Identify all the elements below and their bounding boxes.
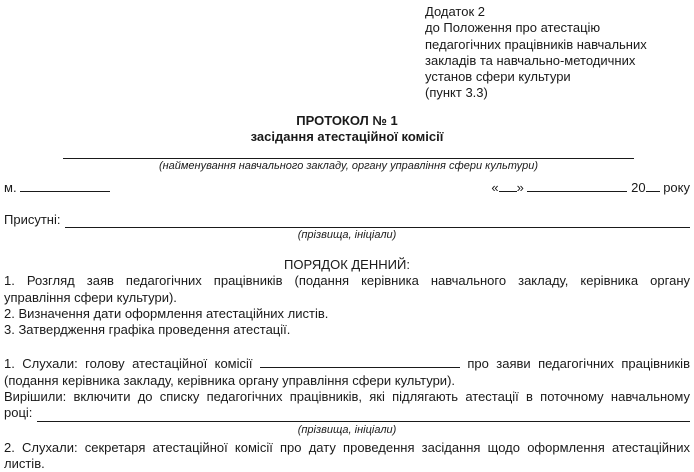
year-blank: [646, 179, 660, 192]
appendix-reference-block: [425, 4, 690, 102]
agenda-heading: ПОРЯДОК ДЕННИЙ:: [284, 256, 410, 272]
section-1-decided-line-2: [4, 405, 690, 421]
present-row: [4, 212, 690, 228]
agenda-list: [4, 273, 690, 338]
section-1-decided-line-1: Вирішили: включити до списку педагогічних працівників, які підлягають атестації в поточному навчальному: [4, 389, 690, 405]
present-caption: (прізвища, ініціали): [297, 228, 397, 241]
title-line-2: засідання атестаційної комісії: [250, 129, 444, 145]
section-2-line-1: 2. Слухали: секретаря атестаційної комісії про дату проведення засідання щодо оформлення атестаційних: [4, 439, 690, 455]
decided-label: році:: [4, 405, 33, 421]
month-blank: [527, 179, 627, 192]
section-1-heard-line: [4, 355, 690, 372]
city-blank: [20, 179, 110, 192]
section-2-line-2: листів.: [4, 455, 45, 471]
present-label: Присутні:: [4, 211, 61, 227]
decided-names-blank: [37, 409, 690, 422]
section-1-caption: (прізвища, ініціали): [297, 423, 397, 436]
appendix-line: педагогічних працівників навчальних: [425, 36, 647, 52]
agenda-item-3: 3. Затвердження графіка проведення атестації.: [4, 322, 291, 338]
section-2: [4, 440, 690, 472]
quote-open: «: [491, 180, 499, 196]
city-date-row: [4, 179, 690, 196]
title-line-1: ПРОТОКОЛ № 1: [296, 112, 398, 128]
agenda-item-1-line-1: 1. Розгляд заяв педагогічних працівників (подання керівника навчального закладу, керівника органу: [4, 273, 690, 289]
institution-name-blank: [63, 145, 634, 159]
section-1-heard-line-2: (подання керівника закладу, керівника органу управління сфери культури).: [4, 372, 456, 388]
date-field: [491, 179, 690, 196]
section-1: [4, 355, 690, 436]
appendix-line: закладів та навчально-методичних: [425, 52, 636, 68]
document-title: [4, 113, 690, 146]
appendix-line: Додаток 2: [425, 4, 485, 19]
year-word: року: [663, 180, 690, 196]
appendix-clause: (пункт 3.3): [425, 85, 488, 101]
heard-text-before: 1. Слухали: голову атестаційної комісії: [4, 356, 253, 372]
appendix-line: до Положення про атестацію: [425, 20, 601, 36]
day-blank: [499, 179, 517, 192]
quote-close: »: [516, 180, 524, 196]
city-field: [4, 179, 110, 196]
agenda-item-2: 2. Визначення дати оформлення атестаційних листів.: [4, 305, 329, 321]
heard-text-after: про заяви педагогічних працівників: [467, 356, 690, 372]
present-names-blank: [65, 215, 690, 228]
chairperson-name-blank: [260, 355, 460, 368]
institution-caption: (найменування навчального закладу, органу управління сфери культури): [158, 160, 539, 173]
city-label: м.: [4, 180, 17, 196]
appendix-line: установ сфери культури: [425, 69, 571, 85]
agenda-item-1-line-2: управління сфери культури).: [4, 289, 177, 305]
year-prefix: 20: [631, 180, 646, 196]
